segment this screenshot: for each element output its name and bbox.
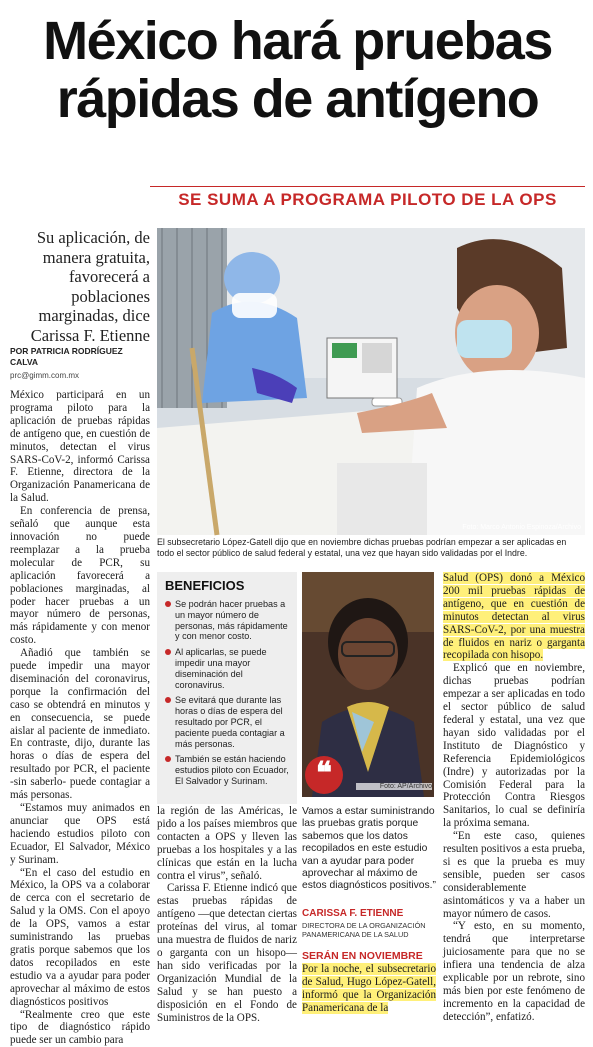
benefit-text: Se evitará que durante las horas o días de espera del resultado por PCR, el paciente pueda contagiar a más personas. xyxy=(175,695,285,748)
paragraph: “Realmente creo que este tipo de diagnóstico rápido puede ser un cambio para xyxy=(10,1009,150,1047)
paragraph: México participará en un programa piloto para la aplicación de pruebas rápidas de antígeno que, en cuestión de minutos, detectan el virus SARS-CoV-2, informó Carissa F. Etienne, directora de la Organización Panamericana de la Salud. xyxy=(10,389,150,505)
highlighted-text: Salud (OPS) donó a México 200 mil pruebas rápidas de antígeno, que en cuestión de minutos detectan al virus SARS-CoV-2, por una muestra de fluidos en nariz o garganta recopilada con hisopo. xyxy=(443,572,585,661)
paragraph: la región de las Américas, le pido a los países miembros que contacten a OPS y lleven las pruebas a los hospitales y a las clínicas que están en la lucha contra el virus”, señaló. xyxy=(157,805,297,882)
deck: Su aplicación, de manera gratuita, favorecerá a poblaciones marginadas, dice Carissa F. Etienne xyxy=(10,228,150,345)
quote-mark: ❝ xyxy=(305,759,343,789)
paragraph: Añadió que también se puede impedir una mayor diseminación del coronavirus, porque la confirmación del caso se obtendrá en minutos y en consecuencia, se puede aislar al paciente de inmediato. En contraste, dijo, durante las horas o días de espera del resultado por PCR, el paciente -sin saberlo- puede contagiar a más personas. xyxy=(10,647,150,802)
list-item xyxy=(165,599,291,642)
list-item xyxy=(165,647,291,690)
article-column-1 xyxy=(10,389,150,1019)
benefit-text: Se podrán hacer pruebas a un mayor número de personas, más rápidamente y con menor costo. xyxy=(175,599,288,641)
benefits-title: BENEFICIOS xyxy=(165,578,291,593)
quote-icon xyxy=(305,756,343,794)
photo-caption: El subsecretario López-Gatell dijo que en noviembre dichas pruebas podrían empezar a ser aplicadas en todo el sector público de salud federal y estatal, una vez que hayan sido validadas por el Indre. xyxy=(157,537,585,559)
list-item xyxy=(165,695,291,749)
kicker-row xyxy=(150,186,585,210)
byline: POR PATRICIA RODRÍGUEZ CALVA xyxy=(10,346,150,368)
bullet-icon xyxy=(165,601,171,607)
quote-attribution-role: DIRECTORA DE LA ORGANIZACIÓN PANAMERICANA DE LA SALUD xyxy=(302,921,436,939)
paragraph: Carissa F. Etienne indicó que estas pruebas rápidas de antígeno —que detectan ciertas proteínas del virus, al tomar una muestra de fluidos de nariz o garganta con un hisopo— han sido verificadas por la Organización Mundial de la Salud y se han puesto a disposición en el Fondo de Suministros de la OPS. xyxy=(157,882,297,1024)
quote-attribution-name: CARISSA F. ETIENNE xyxy=(302,908,436,919)
benefits-box xyxy=(157,572,297,804)
article-column-3 xyxy=(302,963,436,1019)
main-photo xyxy=(157,228,585,535)
bullet-icon xyxy=(165,756,171,762)
headline: México hará pruebas rápidas de antígeno xyxy=(10,12,585,128)
paragraph xyxy=(443,572,585,662)
paragraph: “Estamos muy animados en anunciar que OPS está haciendo estudios piloto con Ecuador, El Salvador, México y Surinam. xyxy=(10,802,150,867)
paragraph: “En este caso, quienes resulten positivos a esta prueba, si es que la prueba es muy sensible, pueden ser casos considerablemente asintomáticos y va a haber un mayor número de casos. xyxy=(443,830,585,920)
paragraph: En conferencia de prensa, señaló que aunque esta innovación no puede reemplazar a la prueba molecular de PCR, su aplicación favorecerá a poblaciones marginadas, al poder hacer pruebas a un mayor número de personas, más rápidamente y con menor costo. xyxy=(10,505,150,647)
article-column-2 xyxy=(157,805,297,1019)
author-email[interactable]: prc@gimm.com.mx xyxy=(10,371,150,380)
benefit-text: También se están haciendo estudios piloto con Ecuador, El Salvador y Surinam. xyxy=(175,754,289,786)
pull-quote: Vamos a estar suministrando las pruebas gratis porque sabemos que los datos recopilados en este estudio van a ayudar para poder aprovechar al máximo de estos diagnósticos positivos.” xyxy=(302,806,436,893)
highlighted-text: Por la noche, el subsecretario de Salud, Hugo López-Gatell, informó que la Organización Panamericana de la xyxy=(302,963,436,1014)
article-column-4 xyxy=(443,572,585,1019)
benefit-text: Al aplicarlas, se puede impedir una mayor diseminación del coronavirus. xyxy=(175,647,267,689)
bullet-icon xyxy=(165,649,171,655)
portrait-credit: Foto: AP/Archivo xyxy=(356,783,432,790)
paragraph: “En el caso del estudio en México, la OPS va a colaborar de cerca con el secretario de Salud y la OMS. Con el apoyo de la OPS, vamos a estar suministrando las pruebas gratis porque sabemos que los datos recopilados en este estudio va a ayudar para poder aprovechar al máximo de estos diagnósticos positivos xyxy=(10,867,150,1009)
kicker: SE SUMA A PROGRAMA PILOTO DE LA OPS xyxy=(150,190,585,210)
photo-credit: Foto: Marco Antonio Espinoza/Archivo xyxy=(157,524,581,531)
bullet-icon xyxy=(165,697,171,703)
paragraph: Explicó que en noviembre, dichas pruebas podrían empezar a ser aplicadas en todo el sector público de salud federal y estatal, una vez que hayan sido validadas por el Instituto de Diagnóstico y Referencia Epidemiológicos (Indre) y autorizadas por la Comisión Federal para la Protección Contra Riesgos Sanitarios, lo cual se definiría la próxima semana. xyxy=(443,662,585,830)
section-subhead: SERÁN EN NOVIEMBRE xyxy=(302,950,436,962)
paragraph: “Y esto, en su momento, tendrá que interpretarse juiciosamente para que no se infiera una tendencia de alza explicable por un rebrote, sino más bien por este fenómeno de incremento en la capacidad de detección”, enfatizó. xyxy=(443,920,585,1023)
list-item xyxy=(165,754,291,786)
kicker-rule xyxy=(150,186,585,187)
